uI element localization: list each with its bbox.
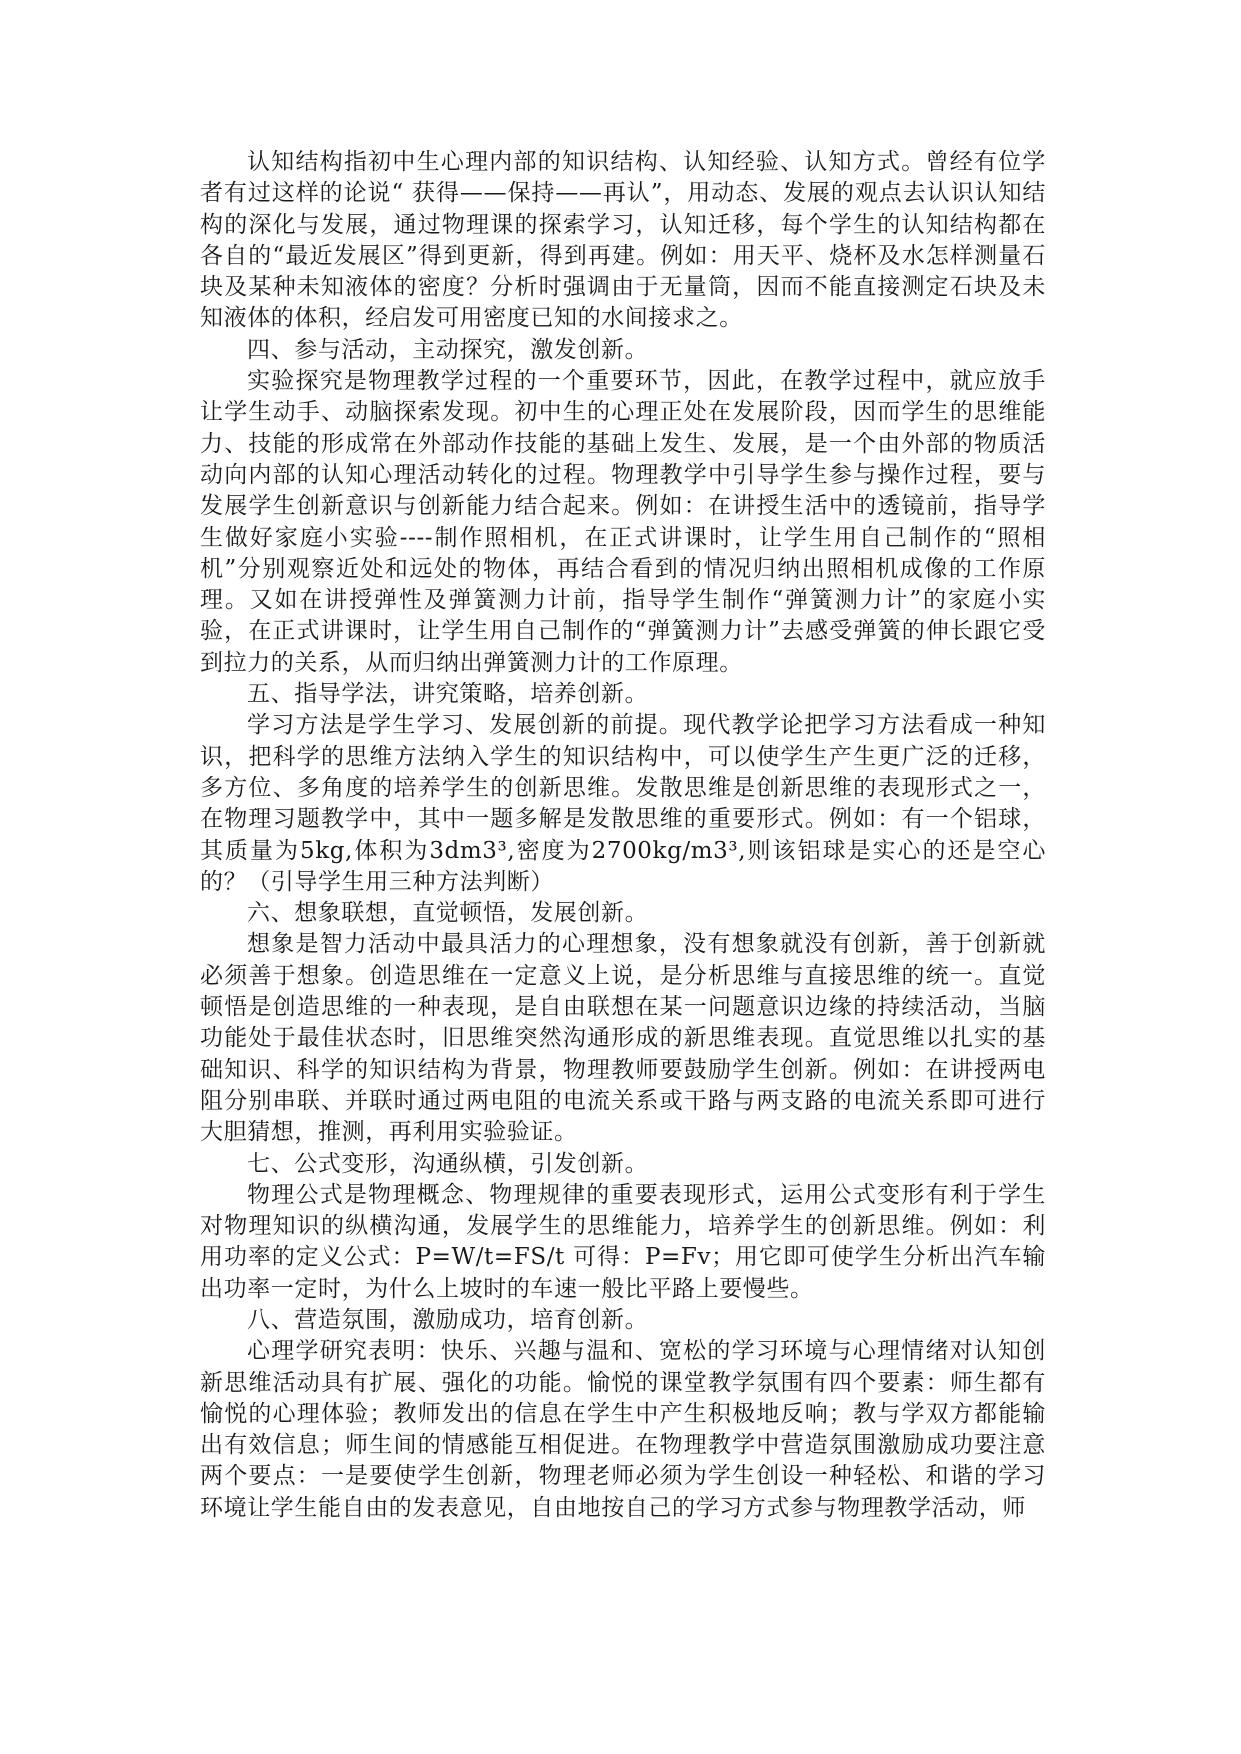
paragraph-learning-methods: 学习方法是学生学习、发展创新的前提。现代教学论把学习方法看成一种知识，把科学的思维方法纳入学生的知识结构中，可以使学生产生更广泛的迁移，多方位、多角度的培养学生的创新思维。发散思维是创新思维的表现形式之一，在物理习题教学中，其中一题多解是发散思维的重要形式。例如：有一个铝球，其质量为5kg,体积为3dm3³,密度为2700kg/m3³,则该铝球是实心的还是空心的？（引导学生用三种方法判断） [200,712,1046,895]
paragraph-imagination: 想象是智力活动中最具活力的心理想象，没有想象就没有创新，善于创新就必须善于想象。创造思维在一定意义上说，是分析思维与直接思维的统一。直觉顿悟是创造思维的一种表现，是自由联想在某一问题意识边缘的持续活动，当脑功能处于最佳状态时，旧思维突然沟通形成的新思维表现。直觉思维以扎实的基础知识、科学的知识结构为背景，物理教师要鼓励学生创新。例如：在讲授两电阻分别串联、并联时通过两电阻的电流关系或干路与两支路的电流关系即可进行大胆猜想，推测，再利用实验验证。 [200,931,1046,1146]
section-heading-4: 四、参与活动，主动探究，激发创新。 [247,336,649,363]
section-heading-6: 六、想象联想，直觉顿悟，发展创新。 [247,900,649,927]
paragraph-cognitive-structure: 认知结构指初中生心理内部的知识结构、认知经验、认知方式。曾经有位学者有过这样的论说“ 获得——保持——再认”，用动态、发展的观点去认识认知结构的深化与发展，通过物理课的探索学习，认知迁移，每个学生的认知结构都在各自的“最近发展区”得到更新，得到再建。例如：用天平、烧杯及水怎样测量石块及某种未知液体的密度？分析时强调由于无量筒，因而不能直接测定石块及未知液体的体积，经启发可用密度已知的水间接求之。 [200,149,1046,332]
section-heading-8: 八、营造氛围，激励成功，培育创新。 [247,1306,649,1333]
section-heading-7: 七、公式变形，沟通纵横，引发创新。 [247,1150,649,1177]
paragraph-atmosphere: 心理学研究表明：快乐、兴趣与温和、宽松的学习环境与心理情绪对认知创新思维活动具有扩展、强化的功能。愉悦的课堂教学氛围有四个要素：师生都有愉悦的心理体验；教师发出的信息在学生中产生积极地反响；教与学双方都能输出有效信息；师生间的情感能互相促进。在物理教学中营造氛围激励成功要注意两个要点：一是要使学生创新，物理老师必须为学生创设一种轻松、和谐的学习环境让学生能自由的发表意见，自由地按自己的学习方式参与物理教学活动，师 [200,1338,1046,1521]
paragraph-experiment-inquiry: 实验探究是物理教学过程的一个重要环节，因此，在教学过程中，就应放手让学生动手、动脑探索发现。初中生的心理正处在发展阶段，因而学生的思维能力、技能的形成常在外部动作技能的基础上发生、发展，是一个由外部的物质活动向内部的认知心理活动转化的过程。物理教学中引导学生参与操作过程，要与发展学生创新意识与创新能力结合起来。例如：在讲授生活中的透镜前，指导学生做好家庭小实验----制作照相机，在正式讲课时，让学生用自己制作的“照相机”分别观察近处和远处的物体，再结合看到的情况归纳出照相机成像的工作原理。又如在讲授弹性及弹簧测力计前，指导学生制作“弹簧测力计”的家庭小实验，在正式讲课时，让学生用自己制作的“弹簧测力计”去感受弹簧的伸长跟它受到拉力的关系，从而归纳出弹簧测力计的工作原理。 [200,368,1046,676]
paragraph-formula-transformation: 物理公式是物理概念、物理规律的重要表现形式，运用公式变形有利于学生对物理知识的纵横沟通，发展学生的思维能力，培养学生的创新思维。例如：利用功率的定义公式：P=W/t=FS/t 可得：P=Fv；用它即可使学生分析出汽车输出功率一定时，为什么上坡时的车速一般比平路上要慢些。 [200,1181,1046,1302]
document-body [200,147,1046,1524]
section-heading-5: 五、指导学法，讲究策略，培养创新。 [247,681,649,708]
